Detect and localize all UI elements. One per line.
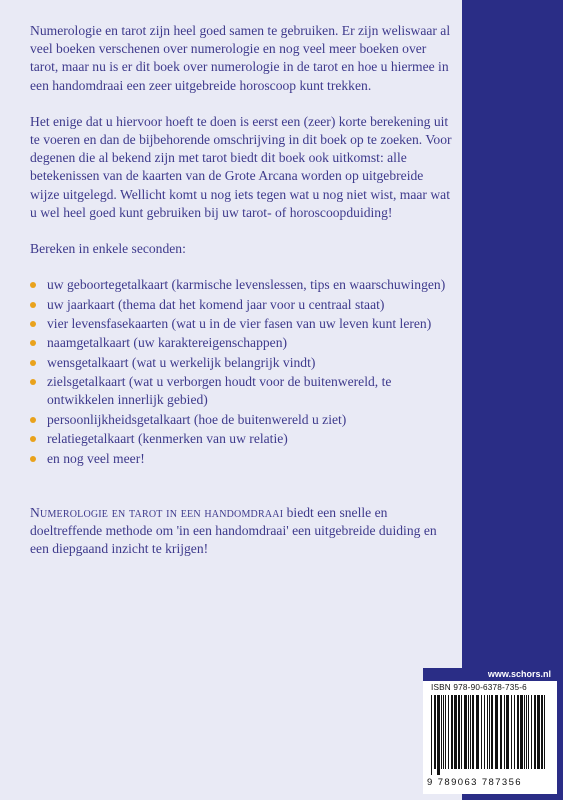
list-item: naamgetalkaart (uw karaktereigenschappen) bbox=[30, 334, 452, 352]
barcode-icon bbox=[427, 695, 553, 775]
bullet-dot-icon bbox=[30, 379, 36, 385]
blurb-paragraph-2: Het enige dat u hiervoor hoeft te doen is eerst een (zeer) korte berekening uit te voeren en dan de bijbehorende omschrijving in dit boek op te zoeken. Voor degenen die al bekend zijn met tarot biedt dit boek ook uitkomst: alle betekenissen van de kaarten van de Grote Arcana worden op uitgebreide wijze uitgelegd. Wellicht komt u nog iets tegen wat u nog niet wist, maar wat u wel heel goed kunt gebruiken bij uw tarot- of horoscoopduiding! bbox=[30, 113, 452, 220]
list-item: relatiegetalkaart (kenmerken van uw relatie) bbox=[30, 430, 452, 448]
bullet-dot-icon bbox=[30, 302, 36, 308]
list-item: uw geboortegetalkaart (karmische levenslessen, tips en waarschuwingen) bbox=[30, 276, 452, 294]
blurb-intro: Bereken in enkele seconden: bbox=[30, 241, 186, 257]
bullet-dot-icon bbox=[30, 436, 36, 442]
list-item: vier levensfasekaarten (wat u in de vier fasen van uw leven kunt leren) bbox=[30, 315, 452, 333]
ean-number: 9 789063 787356 bbox=[427, 777, 522, 788]
list-item: persoonlijkheidsgetalkaart (hoe de buitenwereld u ziet) bbox=[30, 411, 452, 429]
list-item: zielsgetalkaart (wat u verborgen houdt voor de buitenwereld, te ontwikkelen innerlijk gebied) bbox=[30, 373, 452, 409]
closing-text: biedt een snelle en doeltreffende methode om 'in een handomdraai' een uitgebreide duiding en een diepgaand inzicht te krijgen! bbox=[30, 504, 437, 557]
blurb-content bbox=[30, 22, 452, 558]
bullet-dot-icon bbox=[30, 417, 36, 423]
isbn-number: ISBN 978-90-6378-735-6 bbox=[431, 683, 527, 692]
bullet-dot-icon bbox=[30, 456, 36, 462]
book-title: Numerologie en tarot in een handomdraai bbox=[30, 504, 284, 520]
list-item: en nog veel meer! bbox=[30, 450, 452, 468]
bullet-dot-icon bbox=[30, 340, 36, 346]
bullet-dot-icon bbox=[30, 321, 36, 327]
list-item: uw jaarkaart (thema dat het komend jaar voor u centraal staat) bbox=[30, 296, 452, 314]
blurb-closing bbox=[30, 504, 452, 559]
blurb-paragraph-1: Numerologie en tarot zijn heel goed samen te gebruiken. Er zijn weliswaar al veel boeken verschenen over numerologie en nog veel meer boeken over tarot, maar nu is er dit boek over numerologie in de tarot en hoe u hiermee in een handomdraai een zeer uitgebreide horoscoop kunt trekken. bbox=[30, 23, 451, 93]
bullet-dot-icon bbox=[30, 360, 36, 366]
feature-list bbox=[30, 276, 452, 468]
list-item: wensgetalkaart (wat u werkelijk belangrijk vindt) bbox=[30, 354, 452, 372]
bullet-dot-icon bbox=[30, 282, 36, 288]
barcode-panel bbox=[423, 668, 557, 794]
publisher-website[interactable]: www.schors.nl bbox=[423, 668, 557, 681]
